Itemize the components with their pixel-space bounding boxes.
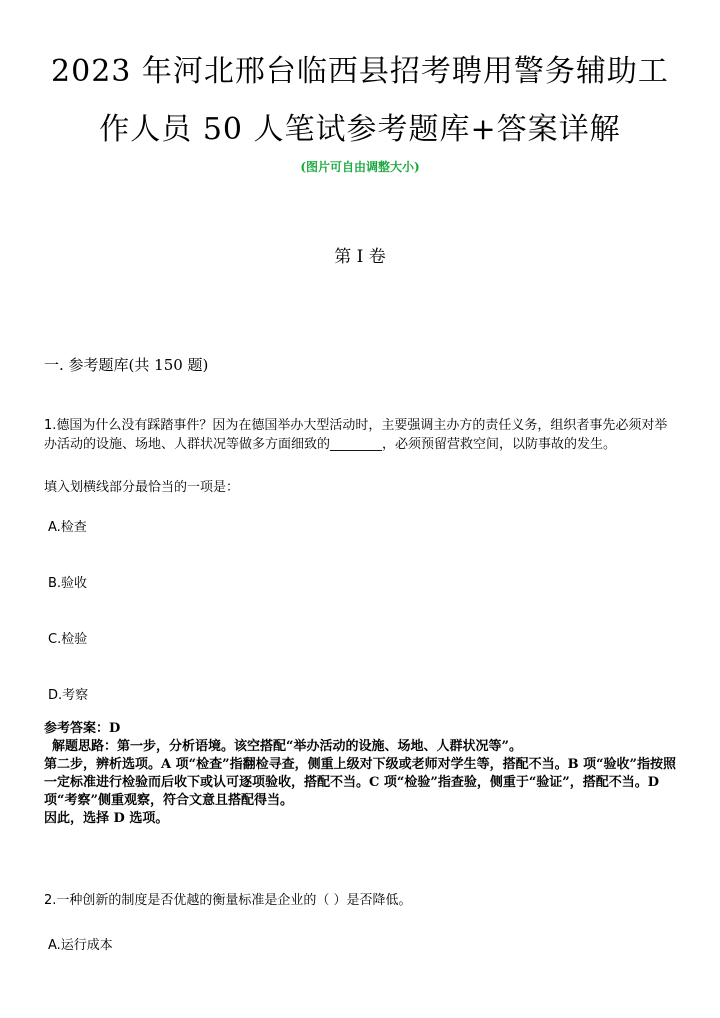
document-title-line-1: 2023 年河北邢台临西县招考聘用警务辅助工: [51, 54, 669, 89]
analysis-conclusion: 因此，选择 D 选项。: [44, 811, 169, 826]
document-subtitle: (图片可自由调整大小): [300, 160, 420, 174]
analysis-step-1: 解题思路：第一步，分析语境。该空搭配“举办活动的设施、场地、人群状况等”。: [52, 739, 522, 754]
question-1-option-a: A.检查: [48, 520, 87, 535]
document-title-line-2: 作人员 50 人笔试参考题库+答案详解: [99, 112, 621, 147]
question-1-option-d: D.考察: [48, 688, 89, 703]
question-2-option-a: A.运行成本: [48, 938, 113, 953]
section-heading: 一. 参考题库(共 150 题): [44, 356, 209, 374]
question-1-instruction: 填入划横线部分最恰当的一项是：: [44, 480, 240, 495]
volume-heading: 第 I 卷: [334, 247, 386, 267]
analysis-step-2: 第二步，辨析选项。A 项“检查”指翻检寻查，侧重上级对下级或老师对学生等，搭配不当。B 项“验收”指按照一定标准进行检验而后收下或认可逐项验收，搭配不当。C 项“检验”指查验，侧重于“验证”，搭配不当。D 项“考察”侧重观察，符合文意且搭配得当。: [44, 757, 677, 808]
question-1-option-b: B.验收: [48, 576, 88, 591]
answer-label: 参考答案：D: [44, 721, 121, 736]
question-1-answer-block: [44, 720, 684, 828]
question-1-stem: 1.德国为什么没有踩踏事件？因为在德国举办大型活动时，主要强调主办方的责任义务，组织者事先必须对举办活动的设施、场地、人群状况等做多方面细致的________，必须预留营救空间，以防事故的发生。: [44, 418, 668, 452]
question-2-stem: 2.一种创新的制度是否优越的衡量标准是企业的（ ）是否降低。: [44, 893, 412, 908]
question-1-option-c: C.检验: [48, 632, 88, 647]
